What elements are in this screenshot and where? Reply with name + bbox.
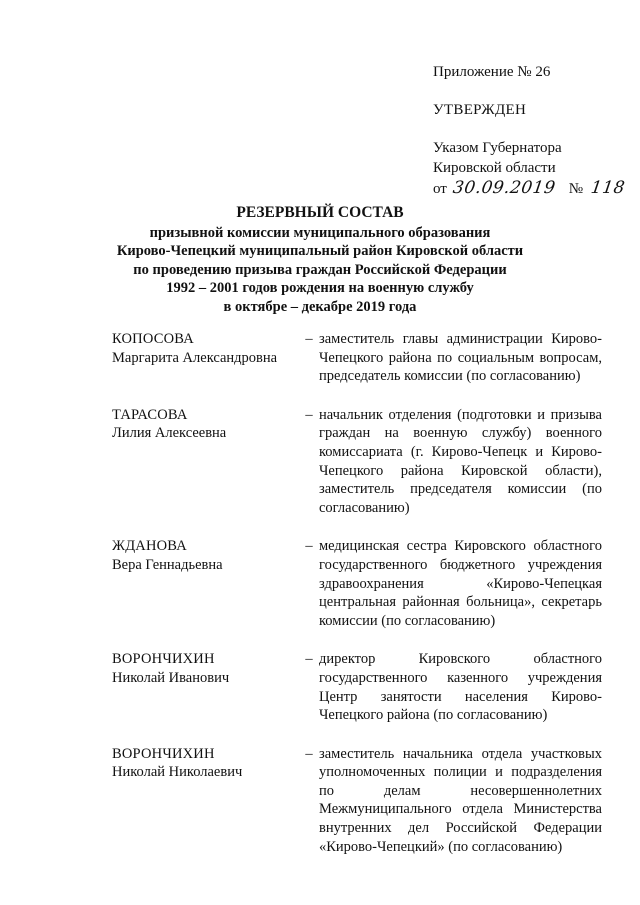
title-line-2: Кирово-Чепецкий муниципальный район Кировской области: [116, 243, 524, 259]
member-entry: [112, 745, 602, 857]
member-given-name: Лилия Алексеевна: [112, 425, 227, 442]
title-line-4: 1992 – 2001 годов рождения на военную службу: [166, 280, 474, 296]
member-surname: КОПОСОВА: [112, 331, 194, 347]
member-surname: ВОРОНЧИХИН: [112, 651, 215, 668]
member-role: начальник отделения (подготовки и призыва граждан на военную службу) военного комиссариата (г. Кирово-Чепецк и Кирово-Чепецкого района Кировской области), заместитель председателя комиссии (по согласованию): [319, 406, 602, 516]
member-entry: [112, 650, 602, 724]
member-entry: [112, 330, 602, 386]
member-given-name: Николай Иванович: [112, 669, 230, 686]
decree-line-1: Указом Губернатора: [433, 140, 562, 156]
member-given-name: Вера Геннадьевна: [112, 556, 223, 573]
title-line-5: в октябре – декабре 2019 года: [223, 298, 417, 315]
members-list: [112, 330, 602, 876]
number-label: №: [568, 181, 584, 197]
member-dash: –: [305, 331, 313, 347]
member-dash: –: [305, 651, 313, 668]
decree-line-2: Кировской области: [433, 160, 556, 176]
member-role: заместитель начальника отдела участковых уполномоченных полиции и подразделения по делам несовершеннолетних Межмуниципального отдела Министерства внутренних дел Российской Федерации «Кирово-Чепецкий» (по согласованию): [319, 745, 602, 855]
decree-date-number: [433, 178, 633, 199]
member-dash: –: [305, 406, 313, 423]
member-entry: [112, 406, 602, 518]
title-main: РЕЗЕРВНЫЙ СОСТАВ: [236, 204, 404, 221]
approved-heading: УТВЕРЖДЕН: [433, 102, 527, 118]
member-role: медицинская сестра Кировского областного государственного бюджетного учреждения здравоохранения «Кирово-Чепецкая центральная районная больница», секретарь комиссии (по согласованию): [319, 538, 602, 629]
member-surname: ЖДАНОВА: [112, 538, 187, 555]
from-label: от: [433, 181, 447, 197]
member-role: директор Кировского областного государственного казенного учреждения Центр занятости населения Кирово-Чепецкого района (по согласованию): [319, 651, 602, 724]
title-line-3: по проведению призыва граждан Российской Федерации: [133, 261, 507, 278]
title-line-1: призывной комиссии муниципального образования: [149, 224, 491, 241]
member-person: [112, 406, 299, 518]
document-title: [40, 204, 600, 316]
member-surname: ВОРОНЧИХИН: [112, 745, 215, 762]
member-dash: –: [305, 745, 313, 762]
member-given-name: Маргарита Александровна: [112, 349, 278, 366]
handwritten-number: 118: [589, 178, 627, 198]
member-given-name: Николай Николаевич: [112, 764, 243, 781]
member-person: [112, 650, 299, 724]
member-person: [112, 330, 299, 386]
annex-number: Приложение № 26: [433, 64, 551, 80]
member-person: [112, 745, 299, 857]
member-entry: [112, 537, 602, 630]
member-dash: –: [305, 538, 313, 555]
member-person: [112, 537, 299, 630]
member-surname: ТАРАСОВА: [112, 406, 188, 423]
handwritten-date: 30.09.2019: [451, 178, 557, 198]
approval-block: [433, 62, 633, 199]
member-role: заместитель главы администрации Кирово-Чепецкого района по социальным вопросам, председатель комиссии (по согласованию): [319, 331, 602, 385]
